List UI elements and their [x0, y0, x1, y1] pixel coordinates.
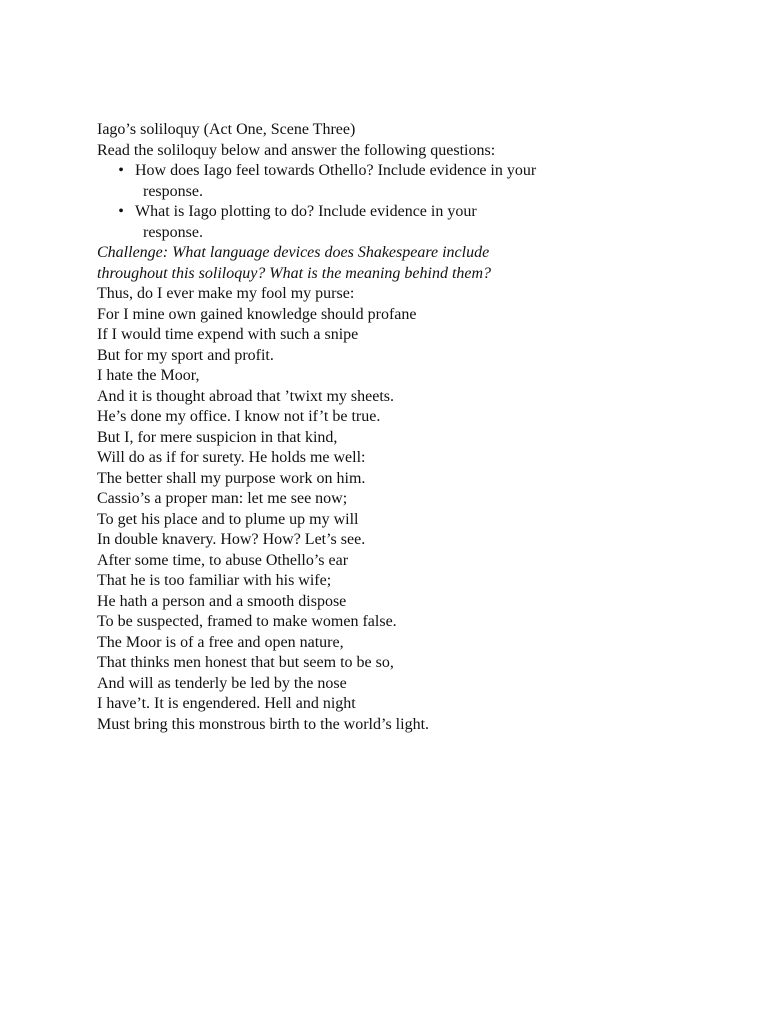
- soliloquy-line: For I mine own gained knowledge should profane: [97, 305, 417, 323]
- instruction-text: Read the soliloquy below and answer the following questions:: [97, 141, 496, 159]
- soliloquy-line: And will as tenderly be led by the nose: [97, 674, 347, 692]
- soliloquy-line: And it is thought abroad that ’twixt my sheets.: [97, 387, 395, 405]
- soliloquy-line: The Moor is of a free and open nature,: [97, 633, 344, 651]
- soliloquy-line: Must bring this monstrous birth to the world’s light.: [97, 715, 430, 733]
- document-page: [97, 120, 717, 735]
- question-text: What is Iago plotting to do? Include evidence in your response.: [135, 203, 477, 241]
- challenge-block: [97, 243, 717, 284]
- question-list: [97, 161, 717, 243]
- question-item: [97, 161, 595, 202]
- soliloquy-line: I hate the Moor,: [97, 367, 200, 384]
- soliloquy-line: But I, for mere suspicion in that kind,: [97, 428, 338, 446]
- soliloquy-line: But for my sport and profit.: [97, 346, 274, 364]
- bullet-icon: •: [118, 162, 124, 179]
- soliloquy-line: After some time, to abuse Othello’s ear: [97, 551, 349, 569]
- soliloquy-line: If I would time expend with such a snipe: [97, 326, 359, 343]
- soliloquy-line: I have’t. It is engendered. Hell and night: [97, 695, 356, 712]
- soliloquy-line: Will do as if for surety. He holds me well:: [97, 449, 366, 466]
- soliloquy-line: To be suspected, framed to make women false.: [97, 613, 397, 630]
- bullet-icon: •: [118, 203, 124, 220]
- challenge-line: throughout this soliloquy? What is the meaning behind them?: [97, 264, 492, 282]
- question-text: How does Iago feel towards Othello? Include evidence in your response.: [135, 162, 537, 200]
- soliloquy-line: The better shall my purpose work on him.: [97, 469, 366, 487]
- soliloquy-line: In double knavery. How? How? Let’s see.: [97, 531, 366, 548]
- question-item: [97, 202, 565, 243]
- challenge-line: Challenge: What language devices does Shakespeare include: [97, 244, 490, 261]
- soliloquy-line: He hath a person and a smooth dispose: [97, 592, 347, 610]
- soliloquy-line: That thinks men honest that but seem to be so,: [97, 654, 394, 671]
- soliloquy-line: He’s done my office. I know not if’t be true.: [97, 408, 381, 425]
- soliloquy-text: [97, 284, 717, 735]
- soliloquy-line: Cassio’s a proper man: let me see now;: [97, 490, 348, 507]
- soliloquy-line: To get his place and to plume up my will: [97, 510, 359, 528]
- soliloquy-line: That he is too familiar with his wife;: [97, 572, 332, 589]
- soliloquy-line: Thus, do I ever make my fool my purse:: [97, 285, 355, 302]
- document-title: Iago’s soliloquy (Act One, Scene Three): [97, 121, 356, 138]
